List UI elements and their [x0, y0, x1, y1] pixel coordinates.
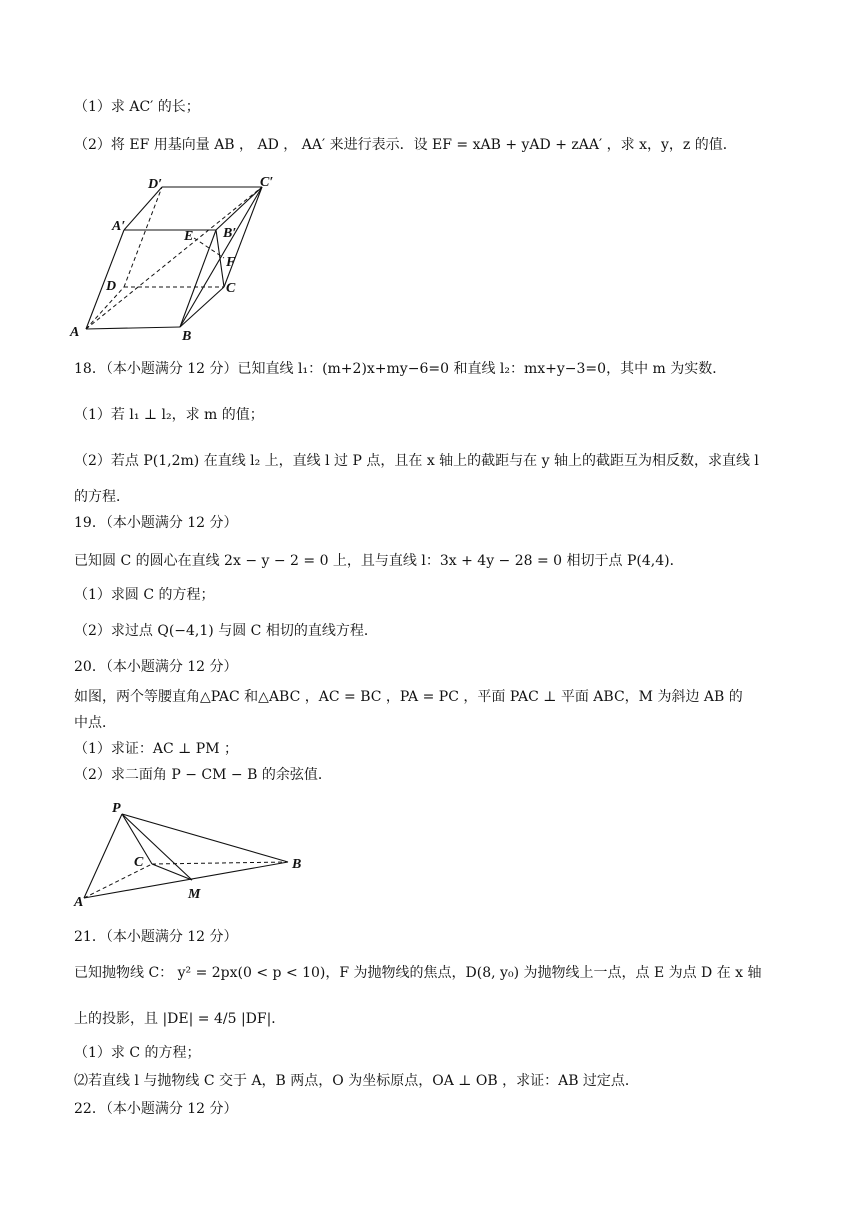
edge-PA [84, 814, 122, 898]
label-C: C [226, 281, 236, 296]
edge-B1C1 [216, 187, 262, 230]
label-C: C [134, 855, 144, 870]
label-B: B [182, 329, 192, 342]
q22-header: 22．（本小题满分 12 分） [74, 1101, 238, 1117]
label-P: P [112, 801, 121, 816]
label-F: F [226, 255, 236, 270]
edge-BC [180, 287, 224, 327]
edge-A1D1 [124, 187, 162, 230]
q20-part2: （2）求二面角 P − CM − B 的余弦值． [74, 767, 332, 783]
q17-part2: （2）将 EF 用基向量 AB ， AD ， AA′ 来进行表示．设 EF = xAB + yAD + zAA′ ，求 x，y，z 的值． [74, 137, 737, 153]
q21-stem-b: 上的投影，且 |DE| = 4/5 |DF|． [74, 1011, 286, 1027]
q18-part2-a: （2）若点 P(1,2m) 在直线 l₂ 上，直线 l 过 P 点，且在 x 轴上的截距与在 y 轴上的截距互为相反数，求直线 l [74, 453, 759, 469]
q21-header: 21．（本小题满分 12 分） [74, 929, 238, 945]
label-A: A [74, 895, 84, 910]
q21-part1: （1）求 C 的方程； [74, 1045, 201, 1061]
edge-AB [86, 327, 180, 329]
q20-stem-a: 如图，两个等腰直角△PAC 和△ABC ，AC = BC ，PA = PC ，平面 PAC ⊥ 平面 ABC，M 为斜边 AB 的 [74, 689, 743, 705]
diag-BC1 [180, 187, 262, 327]
label-D1: D′ [148, 177, 163, 192]
parallelepiped-figure [66, 172, 306, 342]
q19-header: 19．（本小题满分 12 分） [74, 515, 238, 531]
label-A1: A′ [112, 219, 126, 234]
tetrahedron-figure [72, 798, 312, 910]
q20-part1: （1）求证：AC ⊥ PM ； [74, 741, 239, 757]
q21-part2: ⑵若直线 l 与抛物线 C 交于 A，B 两点，O 为坐标原点，OA ⊥ OB ，求证：AB 过定点． [74, 1073, 639, 1089]
label-C1: C′ [260, 175, 274, 190]
edge-BB1 [180, 230, 216, 327]
q20-header: 20．（本小题满分 12 分） [74, 659, 238, 675]
q18-header: 18．（本小题满分 12 分）已知直线 l₁：(m+2)x+my−6=0 和直线 l₂：mx+y−3=0，其中 m 为实数． [74, 361, 727, 377]
label-A: A [70, 325, 80, 340]
label-B: B [292, 857, 302, 872]
edge-DD1 [124, 187, 162, 287]
edge-AB [84, 862, 288, 898]
q17-part1: （1）求 AC′ 的长； [74, 99, 200, 115]
q21-stem-a: 已知抛物线 C： y² = 2px(0 < p < 10)，F 为抛物线的焦点，D(8, y₀) 为抛物线上一点，点 E 为点 D 在 x 轴 [74, 965, 762, 981]
q18-part2-b: 的方程． [74, 489, 130, 505]
q20-stem-b: 中点． [74, 715, 116, 731]
q19-stem: 已知圆 C 的圆心在直线 2x − y − 2 = 0 上，且与直线 l：3x + 4y − 28 = 0 相切于点 P(4,4)． [74, 553, 684, 569]
q19-part1: （1）求圆 C 的方程； [74, 587, 215, 603]
label-B1: B′ [223, 226, 237, 241]
edge-CB [152, 862, 288, 864]
label-M: M [188, 887, 201, 902]
edge-CM [152, 864, 192, 880]
q19-part2: （2）求过点 Q(−4,1) 与圆 C 相切的直线方程． [74, 623, 378, 639]
label-D: D [106, 279, 117, 294]
q18-part1: （1）若 l₁ ⊥ l₂，求 m 的值； [74, 407, 264, 423]
label-E: E [184, 229, 194, 244]
edge-AD [86, 287, 124, 329]
